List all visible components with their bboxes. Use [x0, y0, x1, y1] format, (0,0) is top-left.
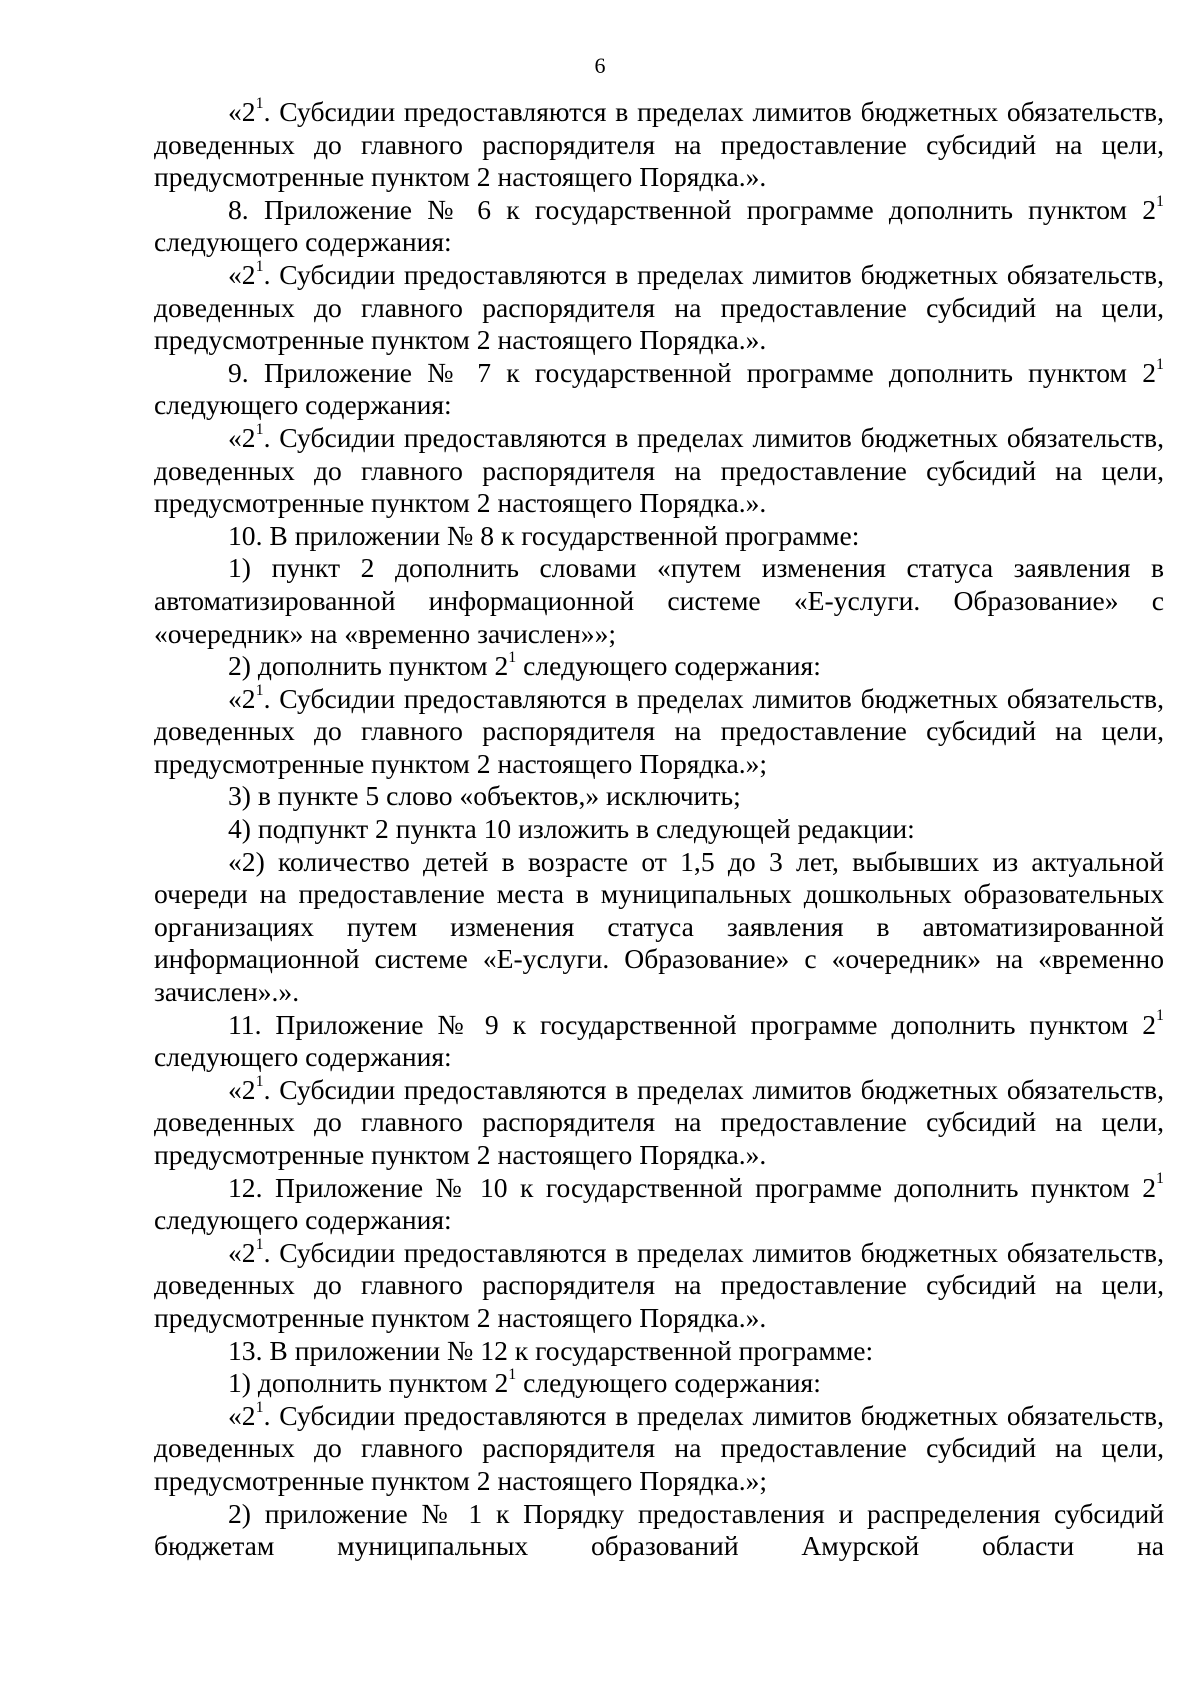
paragraph-item-11: 11. Приложение № 9 к государственной программе дополнить пунктом $2^1$ следующего содержания: — [154, 1007, 1164, 1073]
paragraph-item-9: 9. Приложение № 7 к государственной программе дополнить пунктом $2^1$ следующего содержания: — [154, 355, 1164, 421]
page-number: 6 — [594, 53, 606, 78]
paragraph-subsidy-limits: «$2^1$. Субсидии предоставляются в пределах лимитов бюджетных обязательств, доведенных до главного распорядителя на предоставление субсидий на цели, предусмотренные пунктом 2 настоящего Порядка.». — [154, 257, 1164, 356]
paragraph-subitem-2: 2) дополнить пунктом $2^1$ следующего содержания: — [228, 648, 821, 682]
document-body — [154, 96, 1164, 1563]
paragraph-subsidy-limits: «$2^1$. Субсидии предоставляются в пределах лимитов бюджетных обязательств, доведенных до главного распорядителя на предоставление субсидий на цели, предусмотренные пунктом 2 настоящего Порядка.»; — [154, 1398, 1164, 1496]
paragraph-subitem-4: 4) подпункт 2 пункта 10 изложить в следующей редакции: — [228, 813, 915, 845]
paragraph-item-10: 10. В приложении № 8 к государственной программе: — [228, 519, 860, 551]
paragraph-subitem-2-continued: 2) приложение № 1 к Порядку предоставления и распределения субсидий бюджетам муниципальных образований Амурской области на — [154, 1497, 1164, 1562]
paragraph-item-13: 13. В приложении № 12 к государственной программе: — [228, 1334, 874, 1366]
paragraph-item-12: 12. Приложение № 10 к государственной программе дополнить пунктом $2^1$ следующего содержания: — [154, 1170, 1164, 1236]
paragraph-subsidy-limits: «$2^1$. Субсидии предоставляются в пределах лимитов бюджетных обязательств, доведенных до главного распорядителя на предоставление субсидий на цели, предусмотренные пунктом 2 настоящего Порядка.». — [154, 1072, 1164, 1170]
paragraph-item-8: 8. Приложение № 6 к государственной программе дополнить пунктом $2^1$ следующего содержания: — [154, 192, 1164, 258]
paragraph-subsidy-limits: «$2^1$. Субсидии предоставляются в пределах лимитов бюджетных обязательств, доведенных до главного распорядителя на предоставление субсидий на цели, предусмотренные пунктом 2 настоящего Порядка.»; — [154, 681, 1164, 779]
paragraph-subitem-3: 3) в пункте 5 слово «объектов,» исключить; — [228, 780, 741, 812]
paragraph-subsidy-limits: «$2^1$. Субсидии предоставляются в пределах лимитов бюджетных обязательств, доведенных до главного распорядителя на предоставление субсидий на цели, предусмотренные пунктом 2 настоящего Порядка.». — [154, 1235, 1164, 1333]
paragraph-subitem-1: 1) пункт 2 дополнить словами «путем изменения статуса заявления в автоматизированной информационной системе «Е-услуги. Образование» с «очередник» на «временно зачислен»»; — [154, 552, 1164, 649]
paragraph-quoted-subitem-2: «2) количество детей в возрасте от 1,5 до 3 лет, выбывших из актуальной очереди на предоставление места в муниципальных дошкольных образовательных организациях путем изменения статуса заявления в автоматизированной информационной системе «Е-услуги. Образование» с «очередник» на «временно зачислен».». — [154, 845, 1164, 1008]
paragraph-subsidy-limits: «$2^1$. Субсидии предоставляются в пределах лимитов бюджетных обязательств, доведенных до главного распорядителя на предоставление субсидий на цели, предусмотренные пунктом 2 настоящего Порядка.». — [154, 420, 1164, 519]
paragraph-subitem-1: 1) дополнить пунктом $2^1$ следующего содержания: — [228, 1365, 821, 1399]
paragraph-subsidy-limits: «$2^1$. Субсидии предоставляются в пределах лимитов бюджетных обязательств, доведенных до главного распорядителя на предоставление субсидий на цели, предусмотренные пунктом 2 настоящего Порядка.». — [154, 94, 1164, 193]
